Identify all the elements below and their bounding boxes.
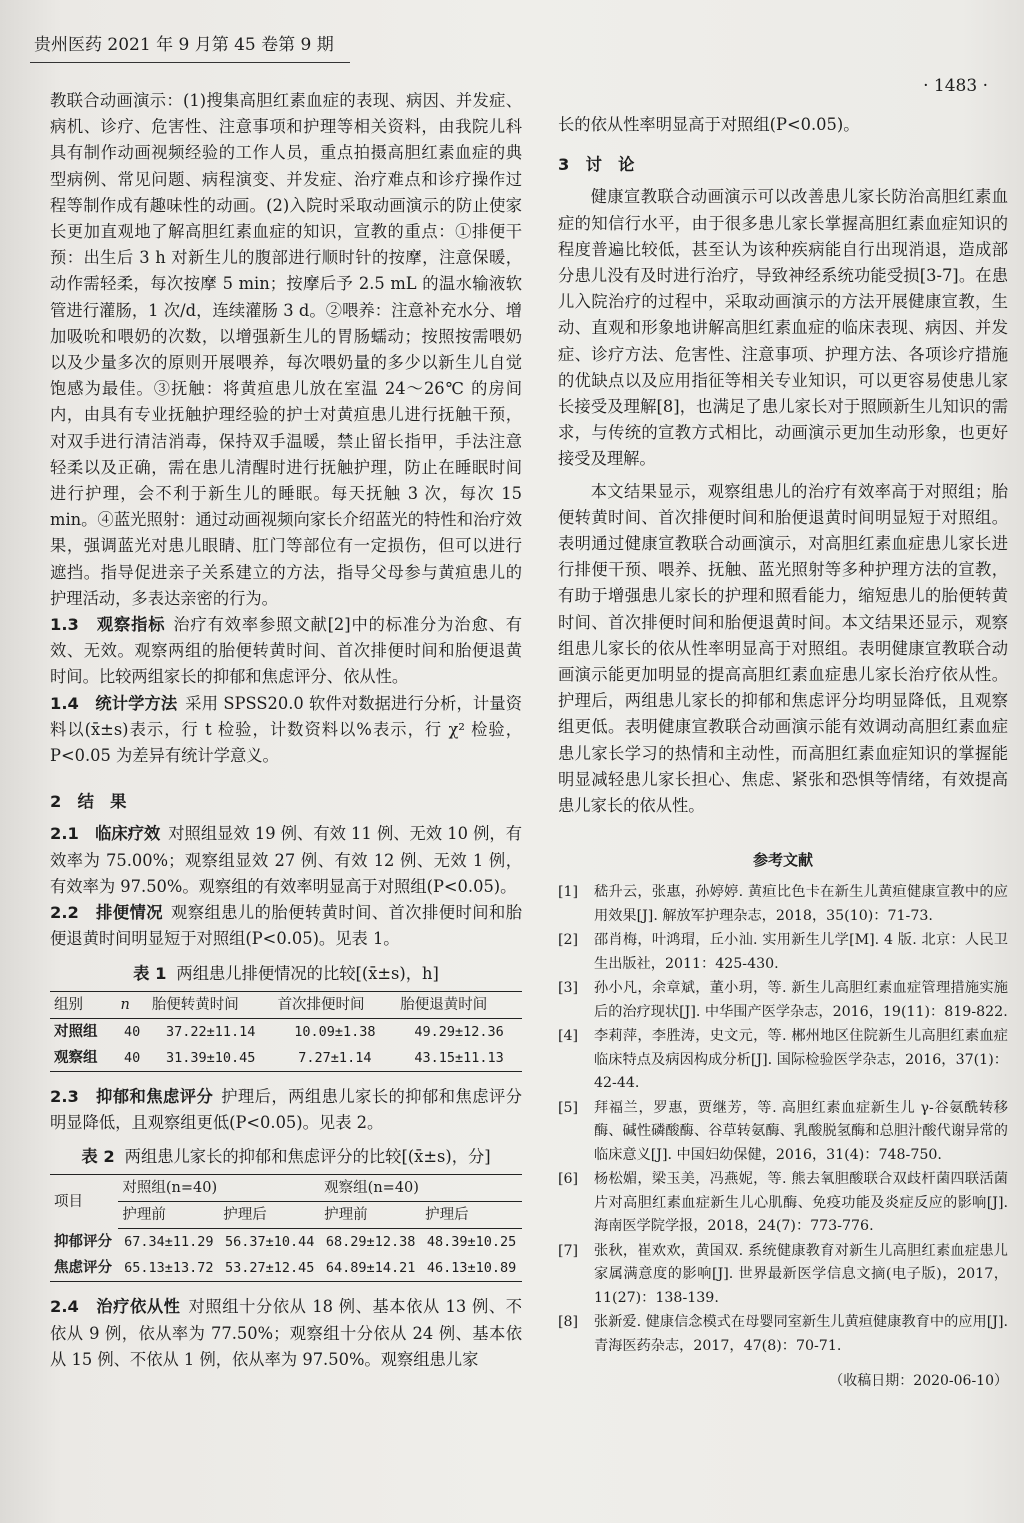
table-1-header: 首次排便时间	[274, 991, 397, 1018]
table-cell: 49.29±12.36	[414, 1023, 504, 1040]
section-2-4-heading: 2.4 治疗依从性	[50, 1297, 181, 1317]
reference-number: [8]	[558, 1314, 579, 1331]
table-2-group-observation: 观察组(n=40)	[320, 1175, 522, 1202]
reference-number: [1]	[558, 884, 579, 901]
section-2-3-text: 护理后，两组患儿家长的抑郁和焦虑评分明显降低，且观察组更低(P<0.05)。见表 2。	[50, 1086, 522, 1132]
discussion-paragraph-2: 本文结果显示，观察组患儿的治疗有效率高于对照组；胎便转黄时间、首次排便时间和胎便退黄时间明显短于对照组。表明通过健康宣教联合动画演示，对高胆红素血症患儿家长进行排便干预、喂养、抚触、蓝光照射等多种护理方法的宣教，有助于增强患儿家长的护理和照看能力，缩短患儿的胎便转黄时间、首次排便时间和胎便退黄时间。本文结果还显示，观察组患儿家长的依从性率明显高于对照组。表明健康宣教联合动画演示能更加明显的提高高胆红素血症患儿家长治疗依从性。护理后，两组患儿家长的抑郁和焦虑评分均明显降低，且观察组更低。表明健康宣教联合动画演示能有效调动高胆红素血症患儿家长学习的热情和主动性，而高胆红素血症知识的掌握能明显减轻患儿家长担心、焦虑、紧张和恐惧等情绪，有效提高患儿家长的依从性。	[558, 481, 1008, 816]
left-column	[50, 88, 522, 1373]
reference-text: 拜福兰，罗惠，贾继芳，等. 高胆红素血症新生儿 γ-谷氨酰转移酶、碱性磷酸酶、谷草转氨酶、乳酸脱氢酶和总胆汁酸代谢异常的临床意义[J]. 中国妇幼保健，2016，31(4)：748-750.	[594, 1099, 1008, 1163]
section-2-4-text: 对照组十分依从 18 例、基本依从 13 例、不依从 9 例，依从率为 77.50%；观察组十分依从 24 例、基本依从 15 例、不依从 1 例，依从率为 97.50%。观察组患儿家	[50, 1297, 523, 1369]
table-2	[50, 1174, 522, 1282]
right-column	[558, 112, 1008, 1395]
header-rule	[30, 62, 350, 63]
reference-text: 杨松媚，梁玉美，冯燕妮，等. 熊去氧胆酸联合双歧杆菌四联活菌片对高胆红素血症新生儿心肌酶、免疫功能及炎症反应的影响[J]. 海南医学院学报，2018，24(7)：773-776.	[594, 1171, 1008, 1235]
table-2-title: 两组患儿家长的抑郁和焦虑评分的比较[(x̄±s)，分]	[124, 1147, 491, 1167]
table-cell: 对照组	[54, 1022, 98, 1040]
table-cell: 68.29±12.38	[325, 1234, 416, 1251]
table-cell: 40	[124, 1023, 141, 1040]
table-cell: 53.27±12.45	[225, 1260, 315, 1277]
section-1-4-heading: 1.4 统计学方法	[50, 693, 178, 713]
reference-item	[558, 1025, 1008, 1096]
reference-number: [4]	[558, 1028, 579, 1045]
table-cell: 37.22±11.14	[165, 1023, 256, 1040]
table-1-header: 胎便退黄时间	[396, 991, 522, 1018]
section-2-2	[50, 900, 522, 952]
section-2-2-text: 观察组患儿的胎便转黄时间、首次排便时间和胎便退黄时间明显短于对照组(P<0.05)。见表 1。	[50, 903, 522, 949]
table-2-caption	[50, 1144, 522, 1170]
table-cell: 67.34±11.29	[124, 1234, 214, 1251]
table-row	[50, 1018, 522, 1045]
section-2-3	[50, 1084, 522, 1136]
table-1-header: n	[116, 991, 147, 1018]
section-3-heading: 3 讨 论	[558, 155, 635, 175]
table-1-header: 胎便转黄时间	[148, 991, 274, 1018]
reference-item	[558, 1168, 1008, 1239]
reference-item	[558, 1240, 1008, 1311]
section-1-4-text: 采用 SPSS20.0 软件对数据进行分析，计量资料以(x̄±s)表示，行 t 检验，计数资料以%表示，行 χ² 检验，P<0.05 为差异有统计学意义。	[50, 693, 522, 766]
section-1-4	[50, 691, 522, 770]
table-2-label: 表 2	[81, 1147, 115, 1167]
section-2-1-text: 对照组显效 19 例、有效 11 例、无效 10 例，有效率为 75.00%；观察组显效 27 例、有效 12 例、无效 1 例，有效率为 97.50%。观察组的有效率明显高于对照组(P<0.05)。	[50, 824, 522, 896]
table-cell: 观察组	[54, 1048, 98, 1066]
section-2-1-heading: 2.1 临床疗效	[50, 824, 161, 844]
table-cell: 43.15±11.13	[414, 1049, 504, 1066]
reference-number: [2]	[558, 932, 579, 949]
section-2-2-heading: 2.2 排便情况	[50, 903, 163, 923]
table-2-group-control: 对照组(n=40)	[118, 1175, 320, 1202]
table-1-caption	[50, 961, 522, 987]
section-2-4	[50, 1294, 522, 1373]
table-1	[50, 991, 522, 1072]
reference-item	[558, 1097, 1008, 1168]
table-cell: 48.39±10.25	[426, 1234, 517, 1251]
reference-item	[558, 1311, 1008, 1358]
section-1-3	[50, 612, 522, 691]
reference-item	[558, 929, 1008, 976]
table-cell: 10.09±1.38	[294, 1023, 376, 1040]
reference-item	[558, 977, 1008, 1024]
reference-number: [5]	[558, 1099, 579, 1116]
section-2-4-continued: 长的依从性率明显高于对照组(P<0.05)。	[558, 115, 860, 134]
reference-number: [6]	[558, 1171, 579, 1188]
table-1-title: 两组患儿排便情况的比较[(x̄±s)，h]	[176, 963, 439, 983]
table-2-item-header: 项目	[54, 1194, 83, 1211]
table-cell: 64.89±14.21	[325, 1260, 416, 1277]
discussion-paragraph-1: 健康宣教联合动画演示可以改善患儿家长防治高胆红素血症的知信行水平，由于很多患儿家长掌握高胆红素血症知识的程度普遍比较低，甚至认为该种疾病能自行出现消退，造成部分患儿没有及时进行治疗，导致神经系统功能受损[3-7]。在患儿入院治疗的过程中，采取动画演示的方法开展健康宣教，生动、直观和形象地讲解高胆红素血症的临床表现、病因、并发症、诊疗方法、危害性、注意事项、护理方法、各项诊疗措施的优缺点以及应用指征等相关专业知识，可以更容易使患儿家长接受及理解[8]，也满足了患儿家长对于照顾新生儿知识的需求，与传统的宣教方式相比，动画演示更加生动形象，也更好接受及理解。	[558, 187, 1008, 469]
table-cell: 抑郁评分	[54, 1233, 112, 1251]
received-date: （收稿日期：2020-06-10）	[829, 1373, 1008, 1390]
section-2-heading: 2 结 果	[50, 792, 127, 812]
page-number: · 1483 ·	[923, 76, 988, 96]
table-cell: 31.39±10.45	[165, 1049, 256, 1066]
table-2-subheader: 护理后	[219, 1202, 320, 1229]
table-2-subheader: 护理前	[320, 1202, 421, 1229]
references-heading: 参考文献	[752, 851, 813, 870]
table-cell: 46.13±10.89	[426, 1260, 517, 1277]
table-cell: 56.37±10.44	[225, 1234, 315, 1251]
running-header: 贵州医药 2021 年 9 月第 45 卷第 9 期	[34, 35, 334, 55]
table-2-subheader: 护理后	[421, 1202, 522, 1229]
table-1-label: 表 1	[133, 963, 167, 983]
table-row	[50, 1255, 522, 1282]
table-cell: 焦虑评分	[54, 1259, 112, 1277]
table-row	[50, 1045, 522, 1072]
table-cell: 7.27±1.14	[298, 1049, 372, 1066]
section-1-3-text: 治疗有效率参照文献[2]中的标准分为治愈、有效、无效。观察两组的胎便转黄时间、首次排便时间和胎便退黄时间。比较两组家长的抑郁和焦虑评分、依从性。	[50, 615, 522, 687]
table-row	[50, 1229, 522, 1256]
table-2-subheader: 护理前	[118, 1202, 219, 1229]
reference-text: 张新爱. 健康信念模式在母婴同室新生儿黄疸健康教育中的应用[J]. 青海医药杂志，2017，47(8)：70-71.	[594, 1314, 1008, 1354]
table-1-header: 组别	[50, 991, 116, 1018]
reference-text: 李莉萍，李胜涛，史文元，等. 郴州地区住院新生儿高胆红素血症临床特点及病因构成分析[J]. 国际检验医学杂志，2016，37(1)：42-44.	[594, 1028, 1008, 1092]
section-2-3-heading: 2.3 抑郁和焦虑评分	[50, 1086, 214, 1106]
paragraph-intervention: 教联合动画演示：(1)搜集高胆红素血症的表现、病因、并发症、病机、诊疗、危害性、注意事项和护理等相关资料，由我院儿科具有制作动画视频经验的工作人员，重点拍摄高胆红素血症的典型病例、常见问题、病程演变、并发症、治疗难点和诊疗操作过程等制作成有趣味性的动画。(2)入院时采取动画演示的防止使家长更加直观地了解高胆红素血症的知识，宣教的重点：①排便干预：出生后 3 h 对新生儿的腹部进行顺时针的按摩，注意保暖，动作需轻柔，每次按摩 5 min；按摩后予 2.5 mL 的温水输液软管进行灌肠，1 次/d，连续灌肠 3 d。②喂养：注意补充水分、增加吸吮和喂奶的次数，以增强新生儿的胃肠蠕动；按照按需喂奶以及少量多次的原则开展喂养，每次喂奶量的多少以新生儿自觉饱感为最佳。③抚触：将黄疸患儿放在室温 24～26℃ 的房间内，由具有专业抚触护理经验的护士对黄疸患儿进行抚触干预，对双手进行清洁消毒，保持双手温暖，禁止留长指甲，手法注意轻柔以及正确，需在患儿清醒时进行抚触护理，防止在睡眠时间进行护理，会不利于新生儿的睡眠。每天抚触 3 次，每次 15 min。④蓝光照射：通过动画视频向家长介绍蓝光的特性和治疗效果，强调蓝光对患儿眼睛、肛门等部位有一定损伤，但可以进行遮挡。指导促进亲子关系建立的方法，指导父母参与黄疸患儿的护理活动，多表达亲密的行为。	[50, 91, 522, 608]
reference-text: 张秋，崔欢欢，黄国双. 系统健康教育对新生儿高胆红素血症患儿家属满意度的影响[J]. 世界最新医学信息文摘(电子版)，2017，11(27)：138-139.	[594, 1242, 1008, 1306]
reference-number: [7]	[558, 1242, 579, 1259]
reference-text: 邵肖梅，叶鸿瑁，丘小汕. 实用新生儿学[M]. 4 版. 北京：人民卫生出版社，2011：425-430.	[594, 932, 1008, 972]
section-2-1	[50, 821, 522, 900]
table-cell: 40	[124, 1049, 141, 1066]
reference-item	[558, 881, 1008, 928]
reference-text: 嵇升云，张惠，孙婷婷. 黄疸比色卡在新生儿黄疸健康宣教中的应用效果[J]. 解放军护理杂志，2018，35(10)：71-73.	[594, 884, 1008, 924]
table-cell: 65.13±13.72	[124, 1260, 214, 1277]
section-1-3-heading: 1.3 观察指标	[50, 615, 166, 635]
reference-number: [3]	[558, 980, 579, 997]
reference-text: 孙小凡，余章斌，董小玥，等. 新生儿高胆红素血症管理措施实施后的治疗现状[J]. 中华围产医学杂志，2016，19(11)：819-822.	[594, 980, 1008, 1020]
references-list	[558, 881, 1008, 1358]
